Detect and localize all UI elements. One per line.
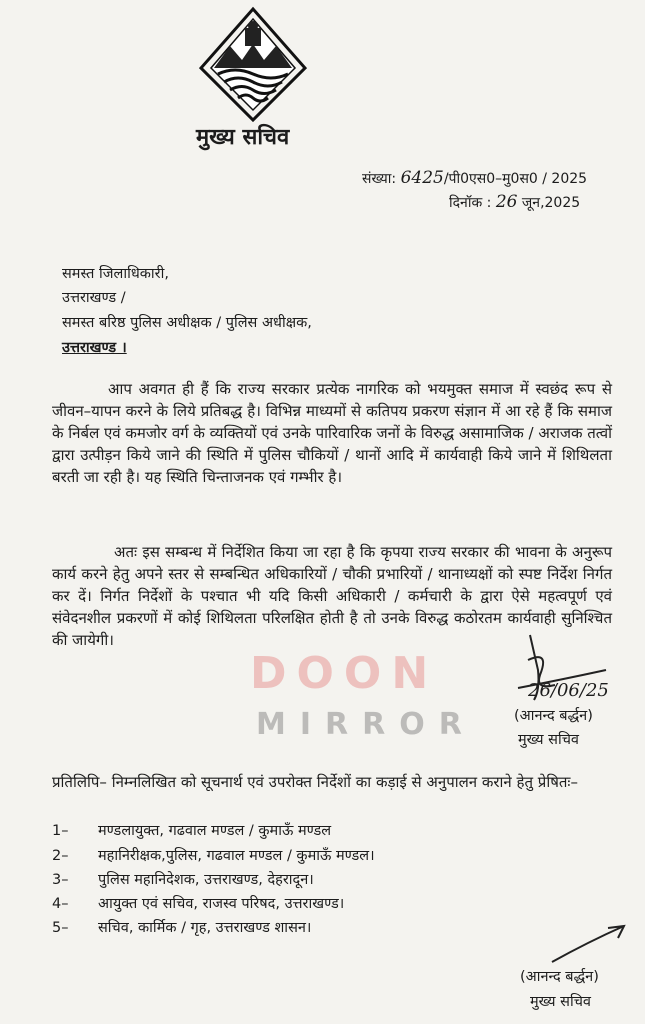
reference-number — [362, 168, 587, 188]
copy-to-intro: प्रतिलिपि– निम्नलिखित को सूचनार्थ एवं उपरोक्त निर्देशों का कड़ाई से अनुपालन कराने हेतु प्रेषितः– — [52, 773, 578, 791]
signatory-name-2: (आनन्द बर्द्धन) — [520, 969, 599, 985]
office-title: मुख्य सचिव — [196, 125, 290, 150]
copy-item-number: 3– — [52, 872, 69, 888]
date-day-handwritten: 26 — [495, 192, 518, 212]
signatory-designation: मुख्य सचिव — [518, 732, 579, 748]
ref-number-handwritten: 6425 — [400, 168, 444, 188]
watermark-line-2: MIRROR — [256, 707, 476, 742]
signatory-designation-2: मुख्य सचिव — [530, 994, 591, 1010]
ref-suffix: /पी0एस0–मु0स0 / 2025 — [443, 171, 588, 187]
body-paragraph-2: अतः इस सम्बन्ध में निर्देशित किया जा रहा है कि कृपया राज्य सरकार की भावना के अनुरूप कार्य करने हेतु अपने स्तर से सम्बन्धित अधिकारियों / चौकी प्रभारियों / थानाध्यक्षों को स्पष्ट निर्देश निर्गत कर दें। निर्गत निर्देशों के पश्चात भी यदि किसी अधिकारी / कर्मचारी के द्वारा ऐसे महत्वपूर्ण एवं संवेदनशील प्रकरणों में कोई शिथिलता परिलक्षित होती है तो उनके विरुद्ध कठोरतम कार्यवाही सुनिश्चित की जायेगी। — [52, 543, 612, 649]
signatory-name: (आनन्द बर्द्धन) — [514, 708, 593, 724]
addressee-line-2: उत्तराखण्ड / — [62, 290, 126, 306]
uttarakhand-emblem-logo — [198, 6, 308, 122]
ref-prefix: संख्या: — [362, 171, 397, 187]
letter-date — [449, 192, 580, 212]
copy-list-item — [52, 845, 375, 865]
date-suffix: जून,2025 — [521, 195, 581, 211]
addressee-line-3: समस्त बरिष्ठ पुलिस अधीक्षक / पुलिस अधीक्षक, — [62, 315, 312, 331]
body-paragraph-1: आप अवगत ही हैं कि राज्य सरकार प्रत्येक नागरिक को भयमुक्त समाज में स्वछंद रूप से जीवन–यापन करने के लिये प्रतिबद्ध है। विभिन्न माध्यमों से कतिपय प्रकरण संज्ञान में आ रहे हैं कि समाज के निर्बल एवं कमजोर वर्ग के व्यक्तियों एवं उनके पारिवारिक जनों के विरुद्ध असामाजिक / अराजक तत्वों द्वारा उत्पीड़न किये जाने की स्थिति में पुलिस चौकियों / थानों आदि में कार्यवाही किये जाने में शिथिलता बरती जा रही है। यह स्थिति चिन्ताजनक एवं गम्भीर है। — [52, 380, 612, 486]
copy-item-number: 4– — [52, 896, 69, 912]
copy-item-text: सचिव, कार्मिक / गृह, उत्तराखण्ड शासन। — [98, 920, 312, 936]
watermark-line-1: DOON — [250, 648, 439, 699]
date-prefix: दिनॉक : — [449, 195, 492, 211]
copy-list-item — [52, 917, 311, 937]
handwritten-date: 26/06/25 — [528, 680, 609, 701]
copy-list-item — [52, 869, 314, 889]
copy-item-text: महानिरीक्षक,पुलिस, गढवाल मण्डल / कुमाऊँ मण्डल। — [98, 848, 375, 864]
copy-item-number: 5– — [52, 920, 69, 936]
copy-item-text: पुलिस महानिदेशक, उत्तराखण्ड, देहरादून। — [98, 872, 314, 888]
copy-item-number: 2– — [52, 848, 69, 864]
addressee-line-4: उत्तराखण्ड । — [62, 340, 127, 356]
copy-item-text: मण्डलायुक्त, गढवाल मण्डल / कुमाऊँ मण्डल — [98, 823, 332, 839]
copy-item-text: आयुक्त एवं सचिव, राजस्व परिषद, उत्तराखण्ड। — [98, 896, 345, 912]
handwritten-signature-2 — [548, 922, 628, 966]
addressee-line-1: समस्त जिलाधिकारी, — [62, 266, 169, 282]
copy-item-number: 1– — [52, 823, 69, 839]
copy-list-item — [52, 893, 344, 913]
copy-list-item — [52, 820, 331, 840]
